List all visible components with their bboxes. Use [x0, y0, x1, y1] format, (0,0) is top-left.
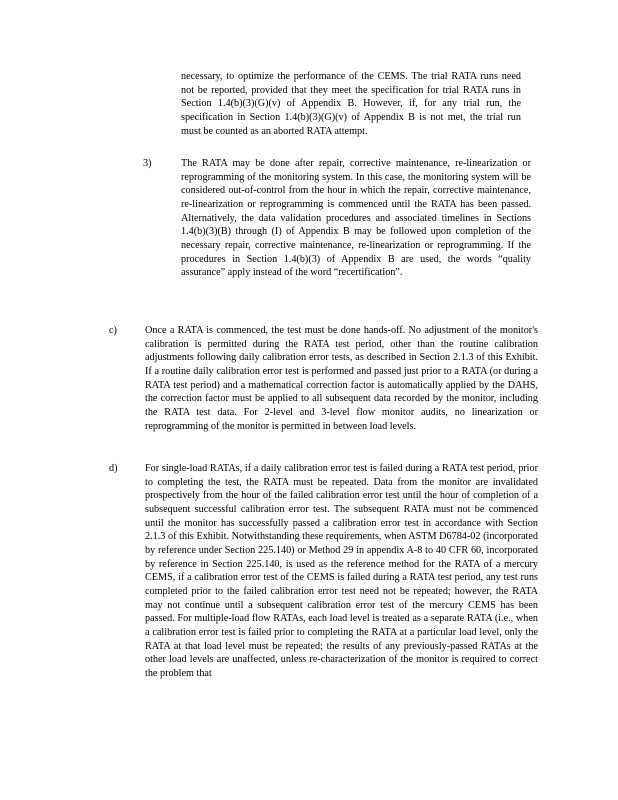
item-c-label: c) — [109, 325, 117, 336]
item-3-paragraph: The RATA may be done after repair, corrective maintenance, re-linearization or reprogramming of the monitoring system. In this case, the monitoring system will be considered out-of-control from the hour in which the repair, corrective maintenance, re-linearization or reprogramming is commenced until the RATA has been passed. Alternatively, the data validation procedures and associated timelines in Sections 1.4(b)(3)(B) through (I) of Appendix B may be followed upon completion of the necessary repair, corrective maintenance, re-linearization or reprogramming. If the procedures in Section 1.4(b)(3) of Appendix B are used, the words “quality assurance” apply instead of the word “recertification”. — [181, 158, 531, 279]
item-d-label: d) — [109, 463, 118, 474]
item-d-paragraph: For single-load RATAs, if a daily calibration error test is failed during a RATA test period, prior to completing the test, the RATA must be repeated. Data from the monitor are invalidated prospectively from the hour of the failed calibration error test until the hour of completion of a subsequent successful calibration error test. The subsequent RATA must not be commenced until the monitor has successfully passed a calibration error test in accordance with Section 2.1.3 of this Exhibit. Notwithstanding these requirements, when ASTM D6784-02 (incorporated by reference under Section 225.140) or Method 29 in appendix A-8 to 40 CFR 60, incorporated by reference in Section 225.140, is used as the reference method for the RATA of a mercury CEMS, if a calibration error test of the CEMS is failed during a RATA test period, any test runs completed prior to the failed calibration error test need not be repeated; however, the RATA may not continue until a subsequent calibration error test of the mercury CEMS has been passed. For multiple-load flow RATAs, each load level is treated as a separate RATA (i.e., when a calibration error test is failed prior to completing the RATA at a particular load level, only the RATA at that load level must be repeated; the results of any previously-passed RATAs at the other load levels are unaffected, unless re-characterization of the monitor is required to correct the problem that — [145, 463, 538, 679]
continuation-paragraph: necessary, to optimize the performance of the CEMS. The trial RATA runs need not be reported, provided that they meet the specification for trial RATA runs in Section 1.4(b)(3)(G)(v) of Appendix B. However, if, for any trial run, the specification in Section 1.4(b)(3)(G)(v) of Appendix B is not met, the trial run must be counted as an aborted RATA attempt. — [181, 71, 521, 137]
item-3-label: 3) — [143, 158, 152, 169]
item-c-paragraph: Once a RATA is commenced, the test must be done hands-off. No adjustment of the monitor's calibration is permitted during the RATA test period, other than the routine calibration adjustments following daily calibration error tests, as described in Section 2.1.3 of this Exhibit. If a routine daily calibration error test is performed and passed just prior to a RATA (or during a RATA test period) and a mathematical correction factor is automatically applied by the DAHS, the correction factor must be applied to all subsequent data recorded by the monitor, including the RATA test data. For 2-level and 3-level flow monitor audits, no linearization or reprogramming of the monitor is permitted in between load levels. — [145, 325, 538, 432]
